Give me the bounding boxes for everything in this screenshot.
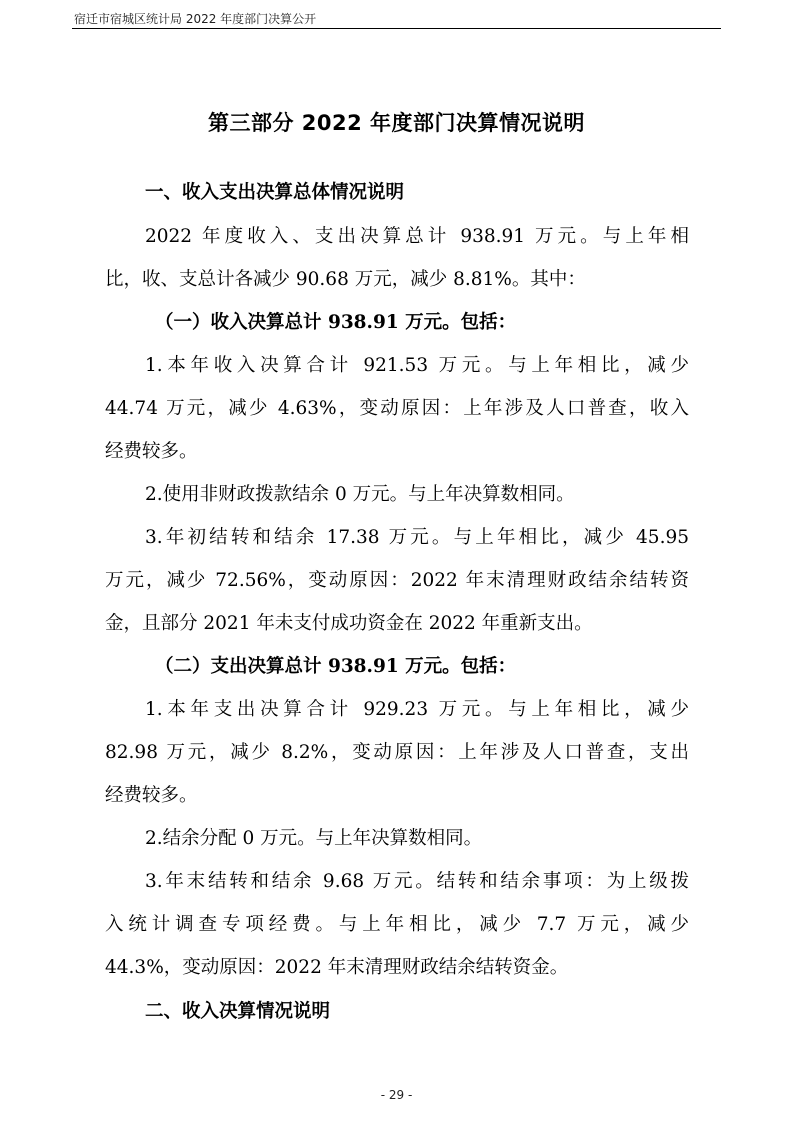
paragraph-line: 经费较多。	[105, 441, 198, 462]
paragraph-line: 3.年末结转和结余 9.68 万元。结转和结余事项：为上级拨	[145, 871, 689, 892]
paragraph-line: 3.年初结转和结余 17.38 万元。与上年相比，减少 45.95	[145, 527, 689, 548]
paragraph-line: 2.使用非财政拨款结余 0 万元。与上年决算数相同。	[145, 484, 575, 505]
subsection-heading-income: （一）收入决算总计 938.91 万元。包括：	[155, 312, 517, 333]
running-header: 宿迁市宿城区统计局 2022 年度部门决算公开	[74, 12, 317, 26]
section-heading-income-details: 二、收入决算情况说明	[145, 1001, 331, 1022]
paragraph-line: 比，收、支总计各减少 90.68 万元，减少 8.81%。其中：	[105, 269, 586, 290]
section-heading-overview: 一、收入支出决算总体情况说明	[145, 182, 405, 203]
page-number: - 29 -	[380, 1088, 413, 1102]
header-divider	[72, 28, 721, 29]
paragraph-line: 万元，减少 72.56%，变动原因：2022 年末清理财政结余结转资	[105, 570, 689, 591]
paragraph-line: 82.98 万元，减少 8.2%，变动原因：上年涉及人口普查，支出	[105, 742, 689, 763]
paragraph-line: 入统计调查专项经费。与上年相比，减少 7.7 万元，减少	[105, 914, 689, 935]
paragraph-line: 1.本年支出决算合计 929.23 万元。与上年相比，减少	[145, 699, 689, 720]
paragraph-line: 经费较多。	[105, 785, 198, 806]
paragraph-line: 1.本年收入决算合计 921.53 万元。与上年相比，减少	[145, 355, 689, 376]
page-title: 第三部分 2022 年度部门决算情况说明	[207, 111, 586, 135]
paragraph-line: 44.3%，变动原因：2022 年末清理财政结余结转资金。	[105, 957, 569, 978]
paragraph-line: 2022 年度收入、支出决算总计 938.91 万元。与上年相	[145, 226, 689, 247]
paragraph-line: 44.74 万元，减少 4.63%，变动原因：上年涉及人口普查，收入	[105, 398, 689, 419]
subsection-heading-expense: （二）支出决算总计 938.91 万元。包括：	[155, 656, 517, 677]
paragraph-line: 2.结余分配 0 万元。与上年决算数相同。	[145, 828, 483, 849]
paragraph-line: 金，且部分 2021 年未支付成功资金在 2022 年重新支出。	[105, 613, 593, 634]
